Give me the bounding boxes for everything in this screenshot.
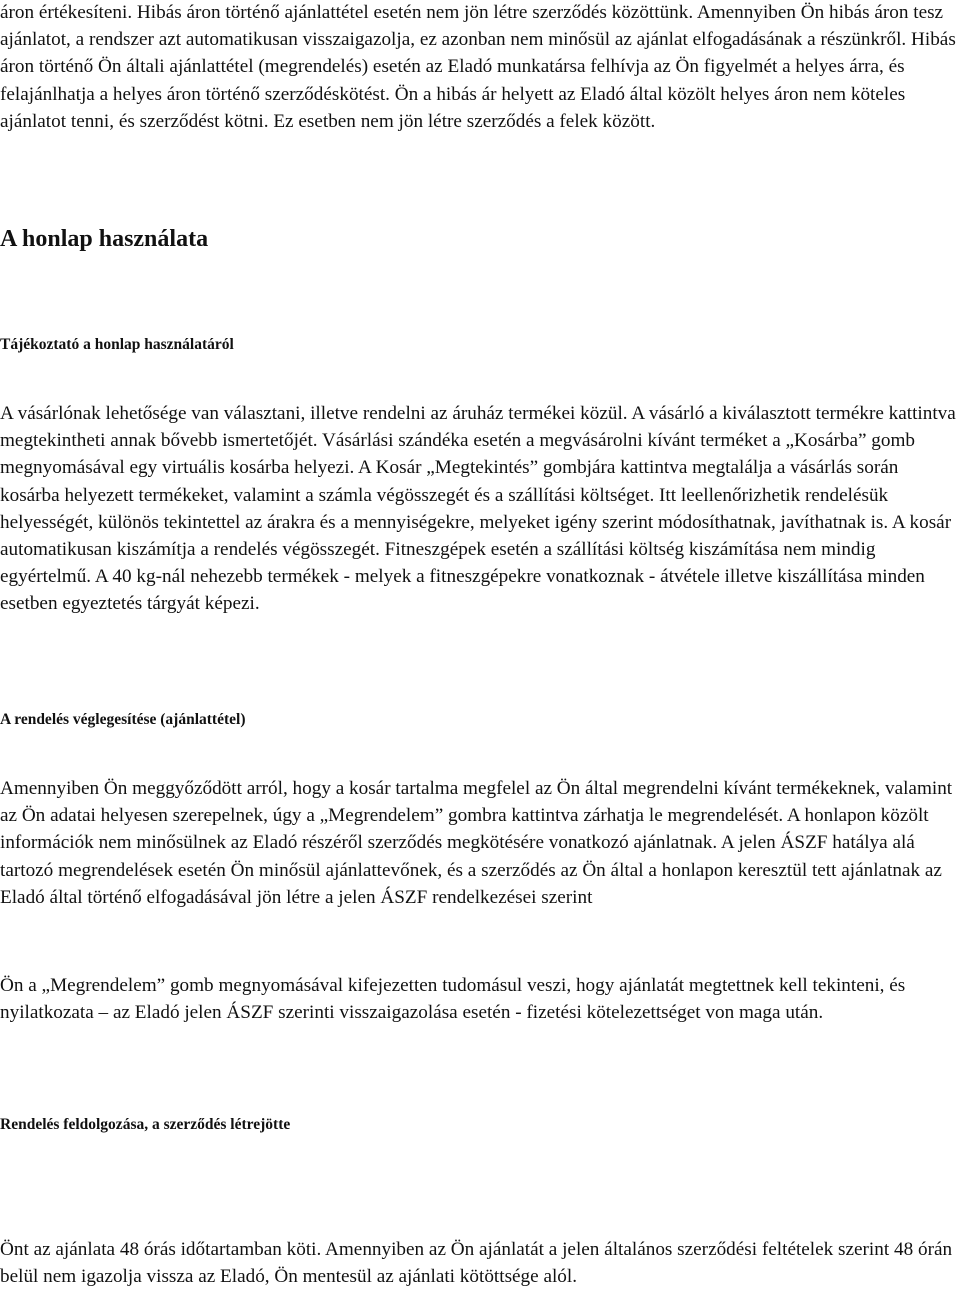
section-title: A honlap használata: [0, 226, 209, 252]
subsection-title-rendeles-feldolgozasa: Rendelés feldolgozása, a szerződés létrejötte: [0, 1116, 291, 1133]
paragraph-honlap-hasznalat: A vásárlónak lehetősége van választani, illetve rendelni az áruház termékei közül. A vásárló a kiválasztott termékre kattintva megtekintheti annak bővebb ismertetőjét. Vásárlási szándéka esetén a megvásárolni kívánt terméket a „Kosárba” gomb megnyomásával egy virtuális kosárba helyezi. A Kosár „Megtekintés” gombjára kattintva megtalálja a vásárlás során kosárba helyezett termékeket, valamint a számla végösszegét és a szállítási költséget. Itt leellenőrizhetik rendelésük helyességét, különös tekintettel az árakra és a mennyiségekre, melyeket igény szerint módosíthatnak, javíthatnak is. A kosár automatikusan kiszámítja a rendelés végösszegét. Fitneszgépek esetén a szállítási költség kiszámítása nem mindig egyértelmű. A 40 kg-nál nehezebb termékek - melyek a fitneszgépekre vonatkoznak - átvétele illetve kiszállítása minden esetben egyeztetés tárgyát képezi.: [0, 403, 956, 615]
intro-paragraph: áron értékesíteni. Hibás áron történő ajánlattétel esetén nem jön létre szerződés közöttünk. Amennyiben Ön hibás áron tesz ajánlatot, a rendszer azt automatikusan visszaigazolja, ez azonban nem minősül az ajánlat elfogadásának a részünkről. Hibás áron történő Ön általi ajánlattétel (megrendelés) esetén az Eladó munkatársa felhívja az Ön figyelmét a helyes árra, és felajánlhatja a helyes áron történő szerződéskötést. Ön a hibás ár helyett az Eladó által közölt helyes áron nem köteles ajánlatot tenni, és szerződést kötni. Ez esetben nem jön létre szerződés a felek között.: [0, 2, 956, 132]
paragraph-rendeles-feldolgozasa: Önt az ajánlata 48 órás időtartamban köti. Amennyiben az Ön ajánlatát a jelen általános szerződési feltételek szerint 48 órán belül nem igazolja vissza az Eladó, Ön mentesül az ajánlati kötöttsége alól.: [0, 1239, 953, 1288]
paragraph-megrendelem-gomb: Ön a „Megrendelem” gomb megnyomásával kifejezetten tudomásul veszi, hogy ajánlatát megtettnek kell tekinteni, és nyilatkozata – az Eladó jelen ÁSZF szerinti visszaigazolása esetén - fizetési kötelezettséget von maga után.: [0, 975, 906, 1024]
paragraph-rendeles-veglegesitese: Amennyiben Ön meggyőződött arról, hogy a kosár tartalma megfelel az Ön által megrendelni kívánt termékeknek, valamint az Ön adatai helyesen szerepelnek, úgy a „Megrendelem” gombra kattintva zárhatja le megrendelését. A honlapon közölt információk nem minősülnek az Eladó részéről szerződés megkötésére vonatkozó ajánlatnak. A jelen ÁSZF hatálya alá tartozó megrendelések esetén Ön minősül ajánlattevőnek, és a szerződés az Ön által a honlapon keresztül tett ajánlatnak az Eladó által történő elfogadásával jön létre a jelen ÁSZF rendelkezései szerint: [0, 778, 953, 908]
subsection-title-rendeles-veglegesitese: A rendelés véglegesítése (ajánlattétel): [0, 711, 246, 728]
subsection-title-honlap-hasznalat: Tájékoztató a honlap használatáról: [0, 336, 234, 353]
